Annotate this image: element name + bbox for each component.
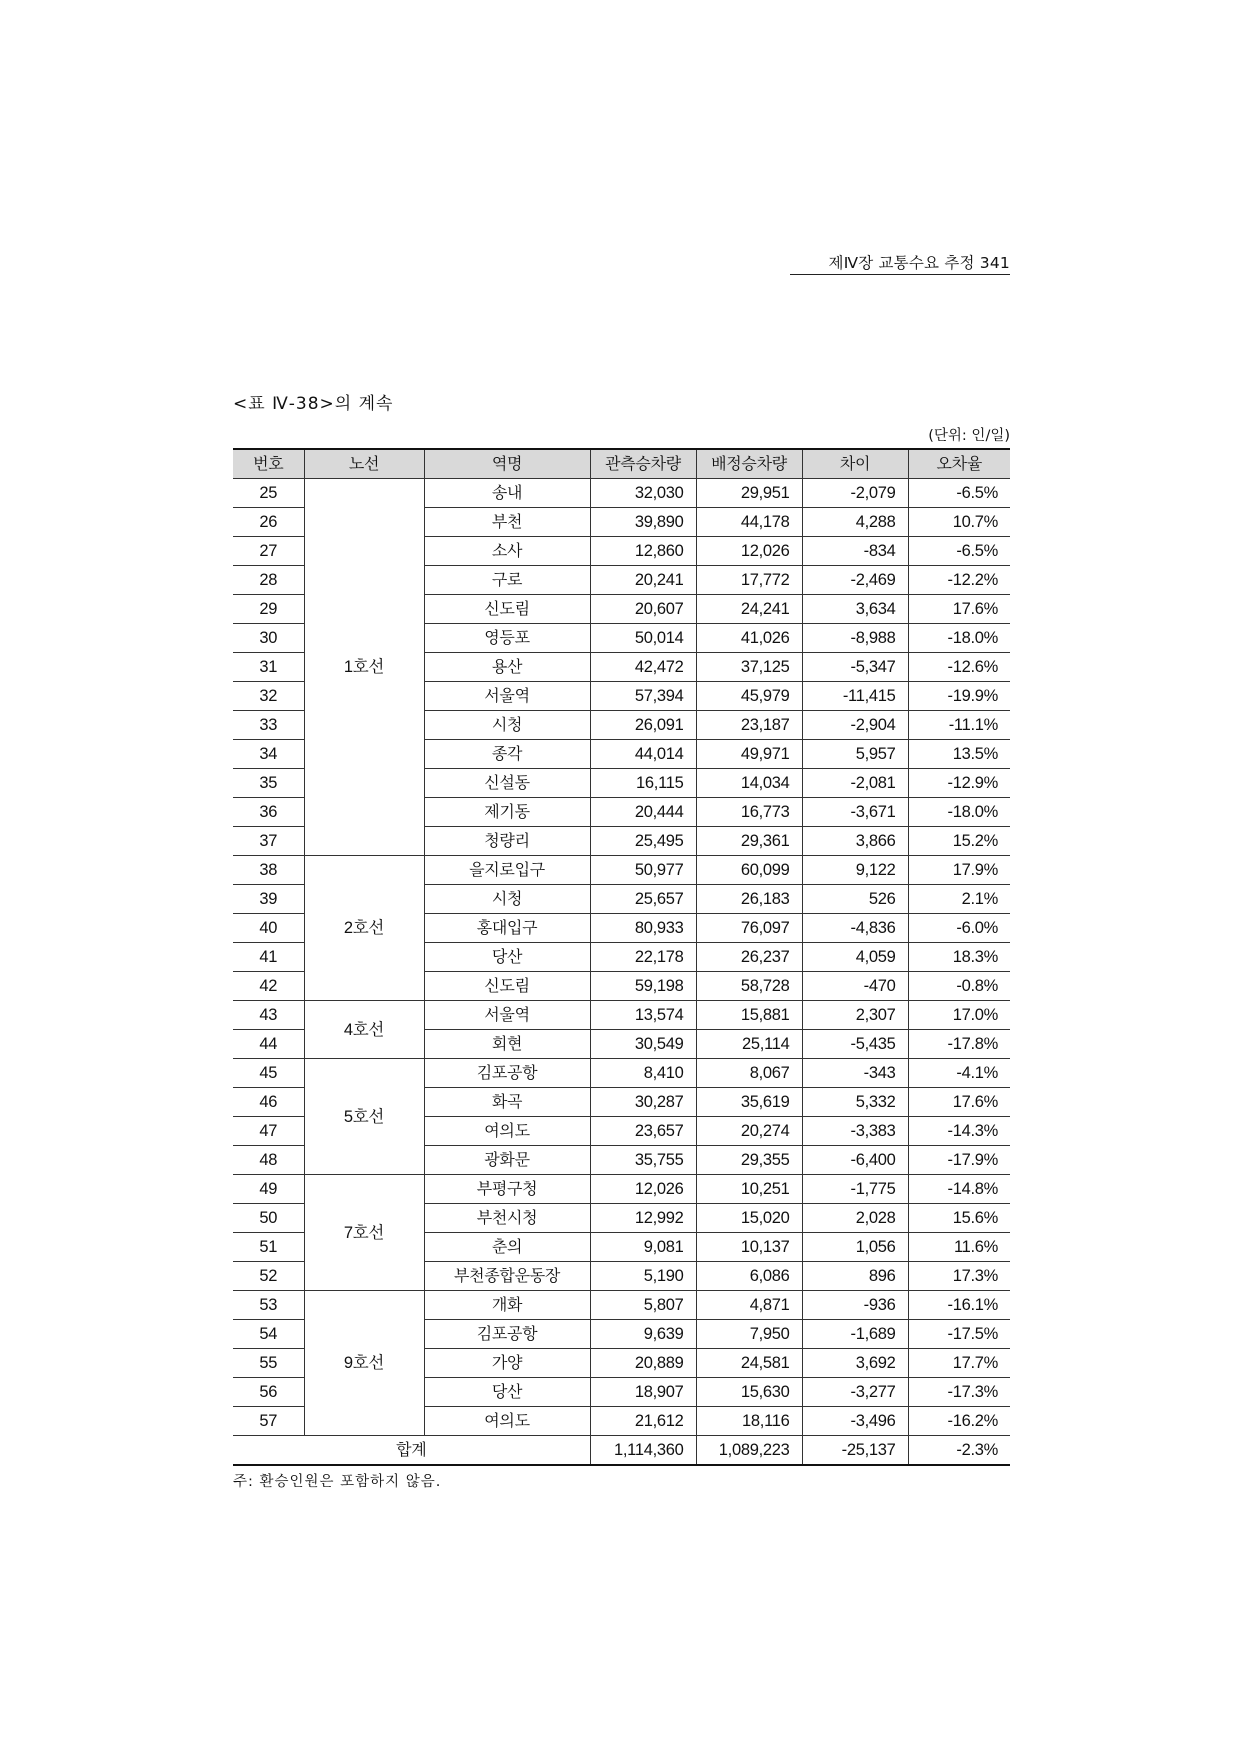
unit-label: (단위: 인/일)	[928, 428, 1010, 444]
assigned-value: 17,772	[696, 566, 802, 595]
row-number: 56	[233, 1378, 304, 1407]
observed-value: 22,178	[590, 943, 696, 972]
diff-value: 5,957	[802, 740, 908, 769]
diff-value: 3,692	[802, 1349, 908, 1378]
assigned-value: 14,034	[696, 769, 802, 798]
row-number: 49	[233, 1175, 304, 1204]
table-row	[233, 1001, 1010, 1030]
row-number: 34	[233, 740, 304, 769]
line-name: 5호선	[304, 1059, 424, 1175]
error-rate-value: 17.9%	[908, 856, 1010, 885]
observed-value: 50,014	[590, 624, 696, 653]
row-number: 52	[233, 1262, 304, 1291]
observed-value: 9,081	[590, 1233, 696, 1262]
error-rate-value: 17.3%	[908, 1262, 1010, 1291]
row-number: 54	[233, 1320, 304, 1349]
diff-value: 526	[802, 885, 908, 914]
row-number: 44	[233, 1030, 304, 1059]
station-name: 종각	[424, 740, 590, 769]
assigned-value: 29,355	[696, 1146, 802, 1175]
diff-value: -343	[802, 1059, 908, 1088]
station-name: 광화문	[424, 1146, 590, 1175]
diff-value: -2,904	[802, 711, 908, 740]
diff-value: -2,079	[802, 479, 908, 508]
error-rate-value: -12.9%	[908, 769, 1010, 798]
total-error-rate: -2.3%	[908, 1436, 1010, 1466]
station-name: 제기동	[424, 798, 590, 827]
row-number: 28	[233, 566, 304, 595]
observed-value: 80,933	[590, 914, 696, 943]
diff-value: 1,056	[802, 1233, 908, 1262]
observed-value: 42,472	[590, 653, 696, 682]
error-rate-value: -14.3%	[908, 1117, 1010, 1146]
station-name: 시청	[424, 885, 590, 914]
error-rate-value: -11.1%	[908, 711, 1010, 740]
diff-value: -834	[802, 537, 908, 566]
error-rate-value: 17.0%	[908, 1001, 1010, 1030]
assigned-value: 58,728	[696, 972, 802, 1001]
diff-value: 2,028	[802, 1204, 908, 1233]
observed-value: 44,014	[590, 740, 696, 769]
diff-value: -1,775	[802, 1175, 908, 1204]
station-name: 가양	[424, 1349, 590, 1378]
row-number: 42	[233, 972, 304, 1001]
station-name: 을지로입구	[424, 856, 590, 885]
assigned-value: 49,971	[696, 740, 802, 769]
col-header-diff: 차이	[802, 449, 908, 479]
error-rate-value: -12.6%	[908, 653, 1010, 682]
row-number: 55	[233, 1349, 304, 1378]
observed-value: 25,495	[590, 827, 696, 856]
station-name: 구로	[424, 566, 590, 595]
observed-value: 12,992	[590, 1204, 696, 1233]
row-number: 39	[233, 885, 304, 914]
observed-value: 8,410	[590, 1059, 696, 1088]
station-name: 당산	[424, 943, 590, 972]
assigned-value: 35,619	[696, 1088, 802, 1117]
diff-value: -5,435	[802, 1030, 908, 1059]
row-number: 51	[233, 1233, 304, 1262]
row-number: 40	[233, 914, 304, 943]
station-name: 서울역	[424, 1001, 590, 1030]
station-name: 당산	[424, 1378, 590, 1407]
row-number: 29	[233, 595, 304, 624]
observed-value: 20,241	[590, 566, 696, 595]
observed-value: 12,026	[590, 1175, 696, 1204]
assigned-value: 44,178	[696, 508, 802, 537]
observed-value: 12,860	[590, 537, 696, 566]
observed-value: 35,755	[590, 1146, 696, 1175]
observed-value: 59,198	[590, 972, 696, 1001]
error-rate-value: -12.2%	[908, 566, 1010, 595]
error-rate-value: -6.5%	[908, 537, 1010, 566]
assigned-value: 76,097	[696, 914, 802, 943]
row-number: 47	[233, 1117, 304, 1146]
table-row	[233, 856, 1010, 885]
observed-value: 21,612	[590, 1407, 696, 1436]
error-rate-value: 15.6%	[908, 1204, 1010, 1233]
col-header-no: 번호	[233, 449, 304, 479]
row-number: 25	[233, 479, 304, 508]
error-rate-value: 15.2%	[908, 827, 1010, 856]
line-name: 7호선	[304, 1175, 424, 1291]
assigned-value: 15,020	[696, 1204, 802, 1233]
assigned-value: 24,581	[696, 1349, 802, 1378]
assigned-value: 15,630	[696, 1378, 802, 1407]
ridership-table	[233, 448, 1010, 1466]
error-rate-value: 17.6%	[908, 1088, 1010, 1117]
diff-value: -1,689	[802, 1320, 908, 1349]
assigned-value: 10,137	[696, 1233, 802, 1262]
diff-value: -2,469	[802, 566, 908, 595]
line-name: 9호선	[304, 1291, 424, 1436]
diff-value: -3,671	[802, 798, 908, 827]
error-rate-value: 10.7%	[908, 508, 1010, 537]
observed-value: 20,444	[590, 798, 696, 827]
assigned-value: 60,099	[696, 856, 802, 885]
error-rate-value: -6.5%	[908, 479, 1010, 508]
station-name: 신도림	[424, 595, 590, 624]
assigned-value: 20,274	[696, 1117, 802, 1146]
diff-value: 896	[802, 1262, 908, 1291]
error-rate-value: 18.3%	[908, 943, 1010, 972]
diff-value: 2,307	[802, 1001, 908, 1030]
station-name: 김포공항	[424, 1059, 590, 1088]
assigned-value: 18,116	[696, 1407, 802, 1436]
assigned-value: 25,114	[696, 1030, 802, 1059]
error-rate-value: 13.5%	[908, 740, 1010, 769]
col-header-station: 역명	[424, 449, 590, 479]
diff-value: 4,288	[802, 508, 908, 537]
station-name: 여의도	[424, 1117, 590, 1146]
diff-value: -2,081	[802, 769, 908, 798]
table-row	[233, 1175, 1010, 1204]
error-rate-value: -17.8%	[908, 1030, 1010, 1059]
station-name: 소사	[424, 537, 590, 566]
station-name: 송내	[424, 479, 590, 508]
diff-value: -936	[802, 1291, 908, 1320]
station-name: 서울역	[424, 682, 590, 711]
station-name: 여의도	[424, 1407, 590, 1436]
observed-value: 30,287	[590, 1088, 696, 1117]
error-rate-value: -17.3%	[908, 1378, 1010, 1407]
table-row	[233, 1059, 1010, 1088]
assigned-value: 16,773	[696, 798, 802, 827]
error-rate-value: 11.6%	[908, 1233, 1010, 1262]
row-number: 33	[233, 711, 304, 740]
error-rate-value: -18.0%	[908, 798, 1010, 827]
diff-value: -6,400	[802, 1146, 908, 1175]
row-number: 36	[233, 798, 304, 827]
row-number: 27	[233, 537, 304, 566]
observed-value: 20,607	[590, 595, 696, 624]
assigned-value: 7,950	[696, 1320, 802, 1349]
line-name: 2호선	[304, 856, 424, 1001]
assigned-value: 29,951	[696, 479, 802, 508]
diff-value: -4,836	[802, 914, 908, 943]
col-header-observed: 관측승차량	[590, 449, 696, 479]
error-rate-value: -18.0%	[908, 624, 1010, 653]
station-name: 신설동	[424, 769, 590, 798]
diff-value: 9,122	[802, 856, 908, 885]
station-name: 부천	[424, 508, 590, 537]
station-name: 영등포	[424, 624, 590, 653]
observed-value: 16,115	[590, 769, 696, 798]
assigned-value: 26,183	[696, 885, 802, 914]
assigned-value: 23,187	[696, 711, 802, 740]
row-number: 30	[233, 624, 304, 653]
diff-value: -5,347	[802, 653, 908, 682]
total-assigned: 1,089,223	[696, 1436, 802, 1466]
station-name: 부평구청	[424, 1175, 590, 1204]
station-name: 김포공항	[424, 1320, 590, 1349]
station-name: 부천시청	[424, 1204, 590, 1233]
diff-value: 3,866	[802, 827, 908, 856]
diff-value: -470	[802, 972, 908, 1001]
station-name: 춘의	[424, 1233, 590, 1262]
assigned-value: 37,125	[696, 653, 802, 682]
row-number: 37	[233, 827, 304, 856]
assigned-value: 8,067	[696, 1059, 802, 1088]
error-rate-value: -17.5%	[908, 1320, 1010, 1349]
station-name: 신도림	[424, 972, 590, 1001]
observed-value: 5,190	[590, 1262, 696, 1291]
row-number: 45	[233, 1059, 304, 1088]
diff-value: 3,634	[802, 595, 908, 624]
station-name: 화곡	[424, 1088, 590, 1117]
table-row	[233, 1291, 1010, 1320]
observed-value: 50,977	[590, 856, 696, 885]
row-number: 35	[233, 769, 304, 798]
assigned-value: 41,026	[696, 624, 802, 653]
table-body	[233, 479, 1010, 1466]
row-number: 38	[233, 856, 304, 885]
diff-value: 4,059	[802, 943, 908, 972]
station-name: 부천종합운동장	[424, 1262, 590, 1291]
row-number: 26	[233, 508, 304, 537]
station-name: 회현	[424, 1030, 590, 1059]
error-rate-value: -16.1%	[908, 1291, 1010, 1320]
line-name: 4호선	[304, 1001, 424, 1059]
table-caption: <표 Ⅳ-38>의 계속	[233, 394, 394, 414]
col-header-assigned: 배정승차량	[696, 449, 802, 479]
row-number: 41	[233, 943, 304, 972]
observed-value: 26,091	[590, 711, 696, 740]
diff-value: -3,383	[802, 1117, 908, 1146]
row-number: 31	[233, 653, 304, 682]
footnote: 주: 환승인원은 포함하지 않음.	[233, 1474, 442, 1490]
error-rate-value: 17.6%	[908, 595, 1010, 624]
observed-value: 25,657	[590, 885, 696, 914]
table-row	[233, 479, 1010, 508]
col-header-error-rate: 오차율	[908, 449, 1010, 479]
total-diff: -25,137	[802, 1436, 908, 1466]
error-rate-value: -4.1%	[908, 1059, 1010, 1088]
assigned-value: 4,871	[696, 1291, 802, 1320]
assigned-value: 29,361	[696, 827, 802, 856]
diff-value: -8,988	[802, 624, 908, 653]
total-label: 합계	[233, 1436, 590, 1466]
observed-value: 32,030	[590, 479, 696, 508]
observed-value: 39,890	[590, 508, 696, 537]
row-number: 53	[233, 1291, 304, 1320]
assigned-value: 12,026	[696, 537, 802, 566]
observed-value: 57,394	[590, 682, 696, 711]
row-number: 43	[233, 1001, 304, 1030]
diff-value: 5,332	[802, 1088, 908, 1117]
observed-value: 5,807	[590, 1291, 696, 1320]
total-observed: 1,114,360	[590, 1436, 696, 1466]
error-rate-value: -19.9%	[908, 682, 1010, 711]
observed-value: 20,889	[590, 1349, 696, 1378]
diff-value: -11,415	[802, 682, 908, 711]
assigned-value: 24,241	[696, 595, 802, 624]
station-name: 시청	[424, 711, 590, 740]
assigned-value: 26,237	[696, 943, 802, 972]
error-rate-value: 17.7%	[908, 1349, 1010, 1378]
row-number: 48	[233, 1146, 304, 1175]
error-rate-value: -14.8%	[908, 1175, 1010, 1204]
error-rate-value: -16.2%	[908, 1407, 1010, 1436]
total-row	[233, 1436, 1010, 1466]
row-number: 46	[233, 1088, 304, 1117]
error-rate-value: -0.8%	[908, 972, 1010, 1001]
observed-value: 18,907	[590, 1378, 696, 1407]
row-number: 57	[233, 1407, 304, 1436]
station-name: 홍대입구	[424, 914, 590, 943]
col-header-line: 노선	[304, 449, 424, 479]
observed-value: 13,574	[590, 1001, 696, 1030]
observed-value: 9,639	[590, 1320, 696, 1349]
header-row	[233, 449, 1010, 479]
observed-value: 23,657	[590, 1117, 696, 1146]
assigned-value: 45,979	[696, 682, 802, 711]
assigned-value: 10,251	[696, 1175, 802, 1204]
observed-value: 30,549	[590, 1030, 696, 1059]
assigned-value: 15,881	[696, 1001, 802, 1030]
line-name: 1호선	[304, 479, 424, 856]
station-name: 개화	[424, 1291, 590, 1320]
station-name: 용산	[424, 653, 590, 682]
diff-value: -3,277	[802, 1378, 908, 1407]
row-number: 32	[233, 682, 304, 711]
row-number: 50	[233, 1204, 304, 1233]
error-rate-value: 2.1%	[908, 885, 1010, 914]
error-rate-value: -17.9%	[908, 1146, 1010, 1175]
running-header: 제Ⅳ장 교통수요 추정 341	[790, 251, 1010, 275]
station-name: 청량리	[424, 827, 590, 856]
assigned-value: 6,086	[696, 1262, 802, 1291]
error-rate-value: -6.0%	[908, 914, 1010, 943]
diff-value: -3,496	[802, 1407, 908, 1436]
